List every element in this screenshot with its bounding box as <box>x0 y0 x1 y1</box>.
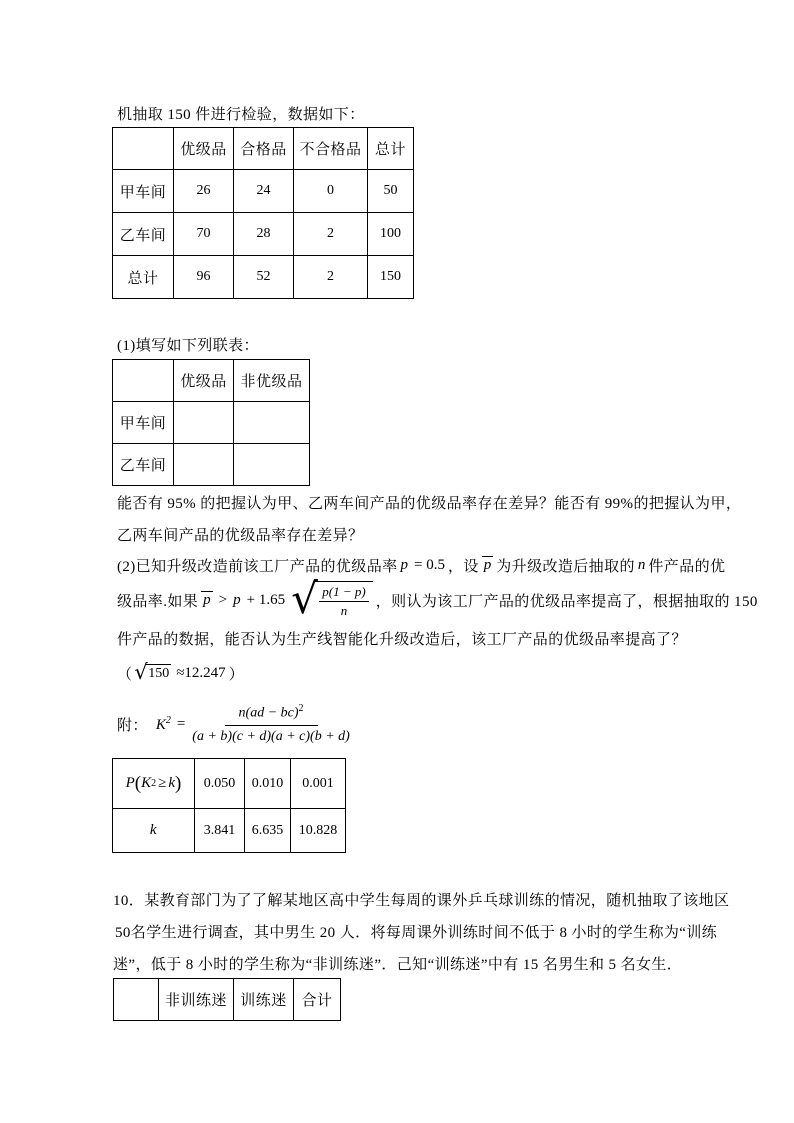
table-row <box>113 170 414 213</box>
data-cell: 10.828 <box>291 809 346 853</box>
geq-sign: ≥ <box>158 775 167 791</box>
question-line: 能否有 95% 的把握认为甲、乙两车间产品的优级品率存在差异？能否有 99%的把握认为甲， <box>117 496 742 512</box>
data-cell: 6.635 <box>245 809 291 853</box>
data-cell: 0.001 <box>291 759 346 809</box>
row-label: 甲车间 <box>113 170 174 213</box>
sqrt150-note <box>117 661 244 685</box>
data-cell: 2 <box>294 256 368 299</box>
fraction-numerator: n(ad − bc)$^2$ <box>225 702 318 726</box>
approx-value: ≈12.247 <box>176 664 226 681</box>
part2-line1 <box>117 554 725 576</box>
header-cell: 优级品 <box>174 360 234 402</box>
problem10-line: 10．某教育部门为了了解某地区高中学生每周的课外乒乓球训练的情况，随机抽取了该地区 <box>113 893 730 909</box>
formula-label: 附： <box>117 717 148 734</box>
math-equals: = <box>176 715 186 732</box>
header-cell-blank <box>113 360 174 402</box>
header-cell: 不合格品 <box>294 128 368 170</box>
radical-sign: √ <box>134 660 149 684</box>
math-var-k: k <box>168 775 176 791</box>
paren-close: ) <box>175 772 182 794</box>
radical-expression <box>291 573 373 623</box>
math-var-pbar: p <box>483 557 492 574</box>
data-cell: 3.841 <box>195 809 245 853</box>
empty-fill-cell <box>174 444 234 486</box>
row-label: 乙车间 <box>113 213 174 256</box>
radical-expression <box>134 660 171 684</box>
contingency-table <box>112 359 310 486</box>
paren-close: ） <box>228 666 245 683</box>
table-row <box>113 444 310 486</box>
problem10-line: 50名学生进行调查，其中男生 20 人．将每周课外训练时间不低于 8 小时的学生称为“训练 <box>115 925 718 941</box>
table-header-row <box>113 360 310 402</box>
header-cell-blank <box>113 128 174 170</box>
part2-line2 <box>117 573 758 623</box>
math-var-K: $K^2$ <box>155 714 171 733</box>
table-header-row <box>113 128 414 170</box>
table-row <box>113 256 414 299</box>
data-cell: 26 <box>174 170 234 213</box>
data-cell: 96 <box>174 256 234 299</box>
data-cell: 24 <box>234 170 294 213</box>
data-cell: 28 <box>234 213 294 256</box>
header-cell: 总计 <box>368 128 414 170</box>
part2-line3: 件产品的数据，能否认为生产线智能化升级改造后，该工厂产品的优级品率提高了？ <box>117 632 687 648</box>
problem10-line: 迷”，低于 8 小时的学生称为“非训练迷”．己知“训练迷”中有 15 名男生和 5 名女生． <box>113 957 683 973</box>
data-cell: 52 <box>234 256 294 299</box>
math-equals: = 0.5 <box>414 556 445 573</box>
superscript: 2 <box>151 778 157 789</box>
data-cell: 0 <box>294 170 368 213</box>
table-header-row <box>114 979 341 1021</box>
row-label-k: k <box>113 809 195 853</box>
row-label: 甲车间 <box>113 402 174 444</box>
text-segment: 件产品的优 <box>648 558 726 575</box>
header-cell: 合格品 <box>234 128 294 170</box>
header-cell-blank <box>114 979 159 1021</box>
fraction-denominator: n <box>340 603 348 618</box>
fraction-denominator: (a + b)(c + d)(a + c)(b + d) <box>192 728 350 744</box>
superscript: 2 <box>298 702 304 714</box>
text-segment: 为升级改造后抽取的 <box>496 558 635 575</box>
fraction-numerator: p(1 − p) <box>319 584 368 602</box>
math-greater-than: > <box>218 591 228 608</box>
question-line: 乙两车间产品的优级品率存在差异？ <box>117 528 364 544</box>
fraction <box>319 584 368 620</box>
table-row <box>113 809 346 853</box>
radicand: 150 <box>148 666 170 681</box>
table-row <box>113 759 346 809</box>
table-row <box>113 402 310 444</box>
part1-prompt: (1)填写如下列联表： <box>117 338 259 354</box>
training-table <box>113 978 341 1021</box>
text-segment: ，设 <box>447 558 479 575</box>
radicand <box>315 581 372 620</box>
row-label: 总计 <box>113 256 174 299</box>
math-var-p: p <box>400 556 408 573</box>
math-var-K: K <box>141 775 152 791</box>
data-cell: 2 <box>294 213 368 256</box>
data-cell: 150 <box>368 256 414 299</box>
row-label: 乙车间 <box>113 444 174 486</box>
math-plus-coeff: + 1.65 <box>246 591 286 608</box>
empty-fill-cell <box>234 402 310 444</box>
text-segment: (2)已知升级改造前该工厂产品的优级品率 <box>117 558 398 575</box>
production-table <box>112 127 414 299</box>
header-cell: 合计 <box>294 979 341 1021</box>
empty-fill-cell <box>234 444 310 486</box>
empty-fill-cell <box>174 402 234 444</box>
header-cell: 非优级品 <box>234 360 310 402</box>
paren-open: （ <box>117 666 133 683</box>
paren-open: ( <box>134 772 142 794</box>
p-k-squared-label <box>113 759 195 809</box>
data-cell: 0.050 <box>195 759 245 809</box>
math-var-p: p <box>233 591 241 608</box>
intro-text: 机抽取 150 件进行检验，数据如下： <box>117 107 365 123</box>
data-cell: 50 <box>368 170 414 213</box>
data-cell: 100 <box>368 213 414 256</box>
text-segment: ，则认为该工厂产品的优级品率提高了，根据抽取的 150 <box>375 593 758 610</box>
header-cell: 训练迷 <box>234 979 294 1021</box>
text-segment: 级品率.如果 <box>117 593 199 610</box>
table-row <box>113 213 414 256</box>
fraction <box>192 702 350 746</box>
header-cell: 非训练迷 <box>159 979 234 1021</box>
radical-sign: √ <box>291 573 319 623</box>
critical-value-table <box>112 758 346 853</box>
formula-k-squared <box>117 698 350 750</box>
data-cell: 0.010 <box>245 759 291 809</box>
data-cell: 70 <box>174 213 234 256</box>
math-var-n: n <box>637 556 646 573</box>
math-var-pbar: p <box>203 592 211 609</box>
superscript: 2 <box>165 714 171 726</box>
header-cell: 优级品 <box>174 128 234 170</box>
math-var-P: P <box>125 775 135 791</box>
